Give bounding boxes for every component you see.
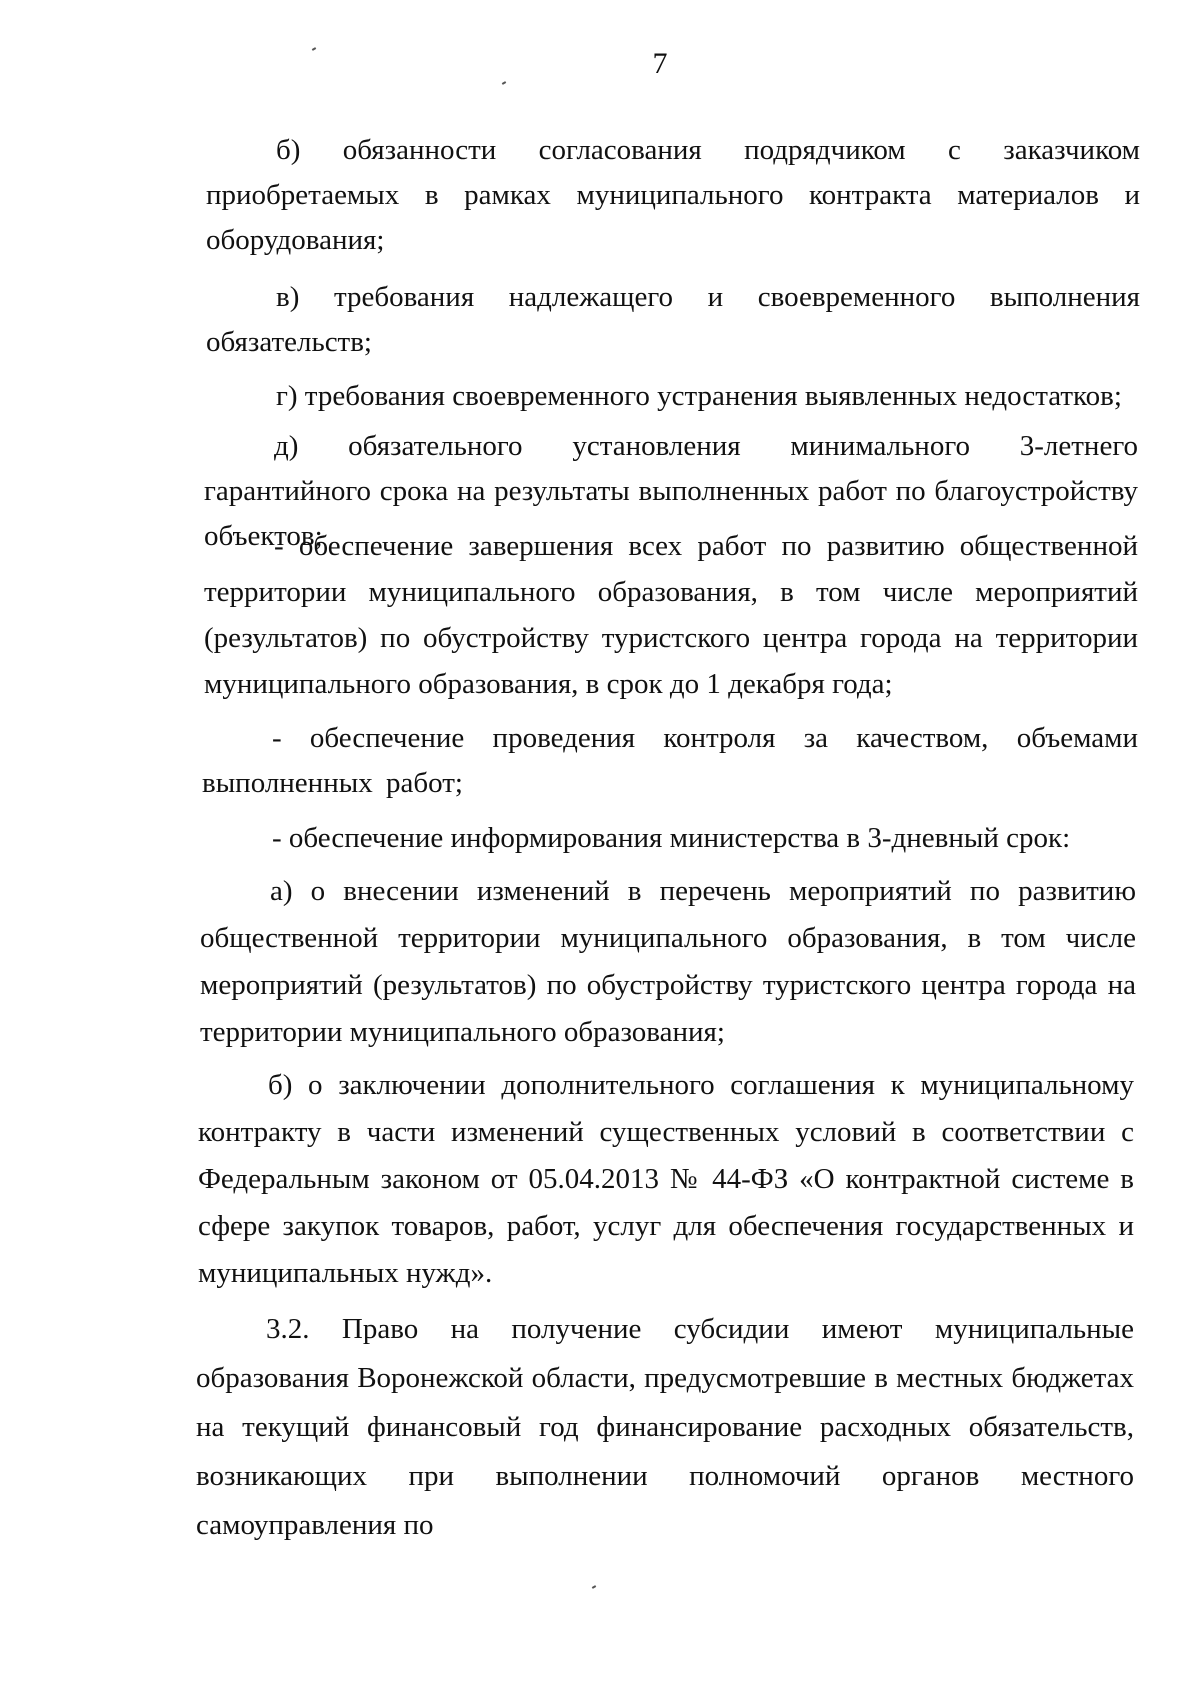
paragraph-b-obligations: б) обязанности согласования подрядчиком с заказчиком приобретаемых в рамках муниципального контракта материалов и оборудования;	[206, 134, 1140, 256]
scan-artifact-mark	[312, 47, 316, 51]
paragraph-v-requirements: в) требования надлежащего и своевременного выполнения обязательств;	[206, 281, 1140, 358]
paragraph-a-changes: а) о внесении изменений в перечень мероприятий по развитию общественной территории муниципального образования, в том числе мероприятий (результатов) по обустройству туристского центра города на территории муниципального образования;	[200, 875, 1136, 1048]
scan-artifact-mark	[592, 1585, 596, 1589]
paragraph-3-2-subsidy-right: 3.2. Право на получение субсидии имеют муниципальные образования Воронежской области, предусмотревшие в местных бюджетах на текущий финансовый год финансирование расходных обязательств, возникающих при выполнении полномочий органов местного самоуправления по	[196, 1313, 1134, 1541]
paragraph-quality-control: - обеспечение проведения контроля за качеством, объемами выполненных работ;	[202, 722, 1138, 799]
paragraph-completion: - обеспечение завершения всех работ по развитию общественной территории муниципального образования, в том числе мероприятий (результатов) по обустройству туристского центра города на территории муниципального образования, в срок до 1 декабря года;	[204, 530, 1138, 700]
paragraph-informing: - обеспечение информирования министерства в 3-дневный срок:	[272, 822, 1071, 854]
scan-artifact-mark	[502, 81, 506, 85]
paragraph-d-warranty: д) обязательного установления минимального 3-летнего гарантийного срока на результаты выполненных работ по благоустройству объектов;	[204, 430, 1138, 552]
paragraph-g-deficiencies: г) требования своевременного устранения выявленных недостатков;	[276, 380, 1122, 412]
paragraph-b-agreement: б) о заключении дополнительного соглашения к муниципальному контракту в части изменений существенных условий в соответствии с Федеральным законом от 05.04.2013 № 44-ФЗ «О контрактной системе в сфере закупок товаров, работ, услуг для обеспечения государственных и муниципальных нужд».	[198, 1069, 1134, 1289]
page-number: 7	[652, 47, 668, 80]
